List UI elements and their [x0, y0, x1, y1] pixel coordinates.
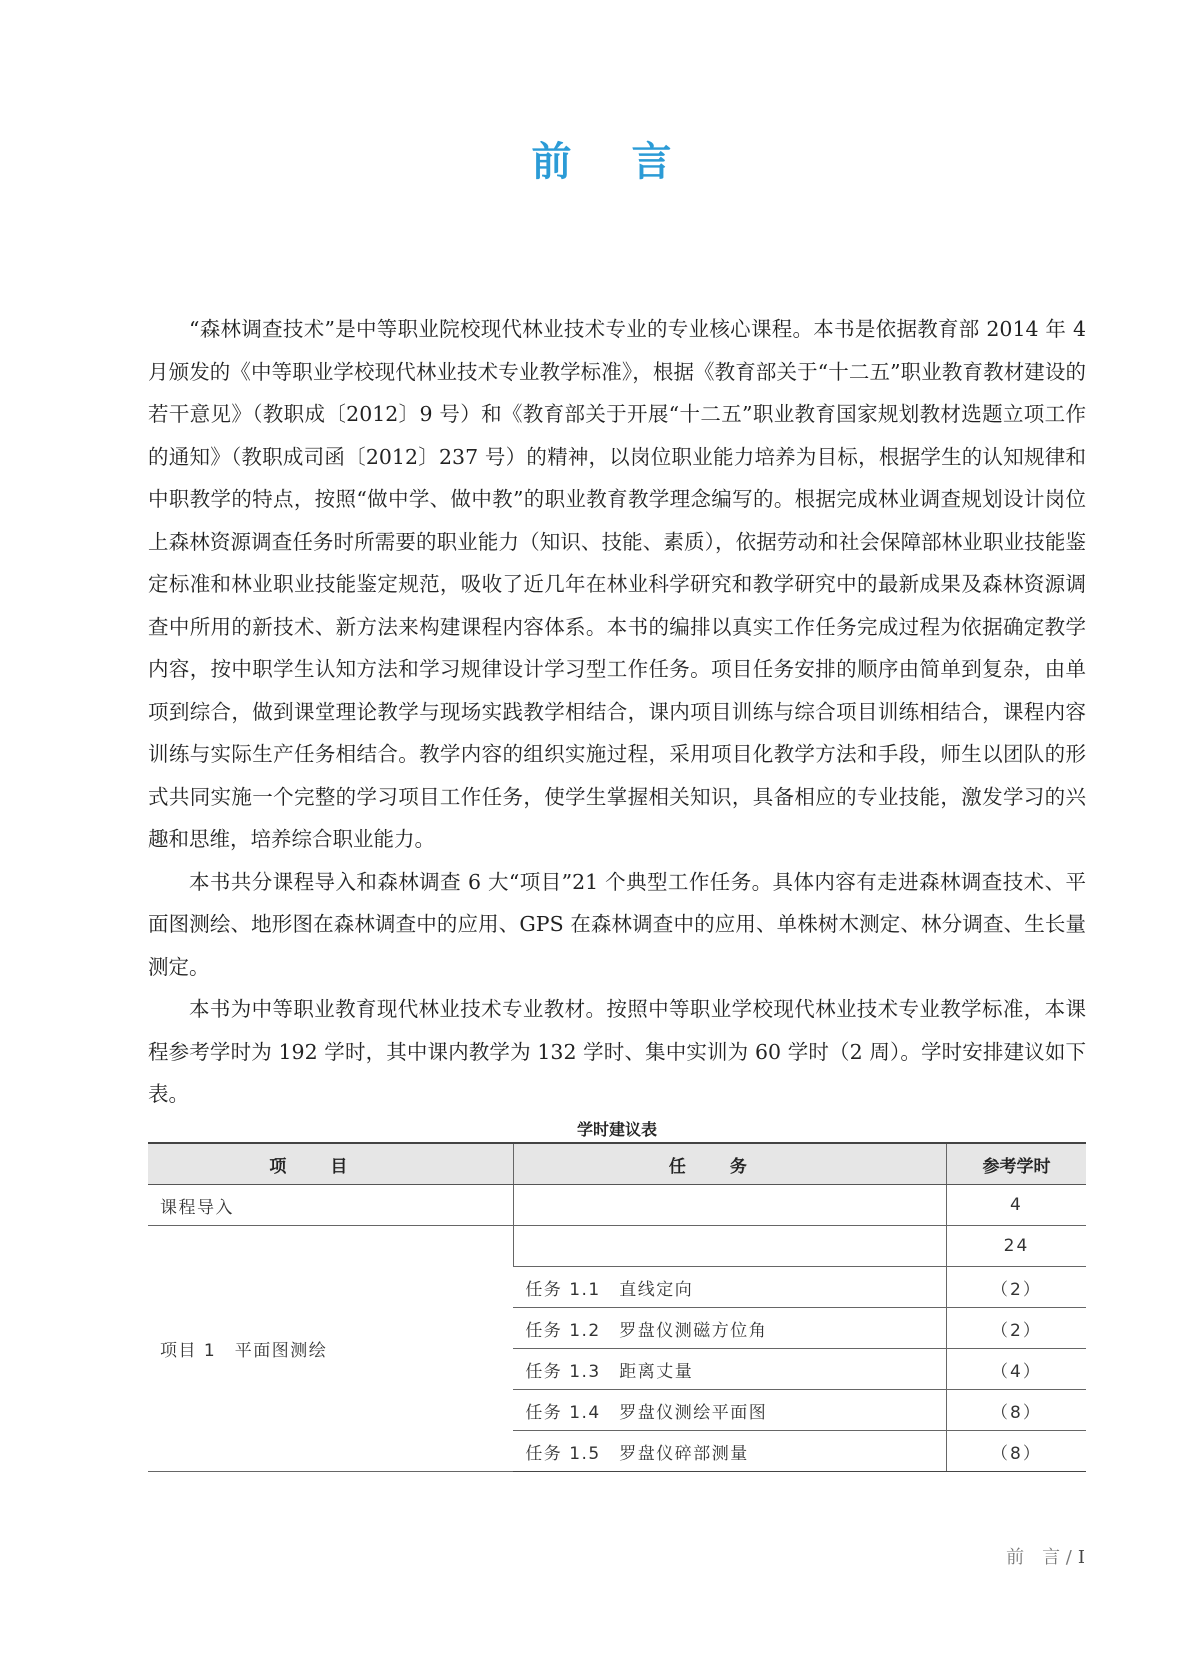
paragraph-1: “森林调查技术”是中等职业院校现代林业技术专业的专业核心课程。本书是依据教育部 2014 年 4 月颁发的《中等职业学校现代林业技术专业教学标准》，根据《教育部关于“十二五”职业教育教材建设的若干意见》（教职成〔2012〕9 号）和《教育部关于开展“十二五”职业教育国家规划教材选题立项工作的通知》（教职成司函〔2012〕237 号）的精神，以岗位职业能力培养为目标，根据学生的认知规律和中职教学的特点，按照“做中学、做中教”的职业教育教学理念编写的。根据完成林业调查规划设计岗位上森林资源调查任务时所需要的职业能力（知识、技能、素质），依据劳动和社会保障部林业职业技能鉴定标准和林业职业技能鉴定规范，吸收了近几年在林业科学研究和教学研究中的最新成果及森林资源调查中所用的新技术、新方法来构建课程内容体系。本书的编排以真实工作任务完成过程为依据确定教学内容，按中职学生认知方法和学习规律设计学习型工作任务。项目任务安排的顺序由简单到复杂，由单项到综合，做到课堂理论教学与现场实践教学相结合，课内项目训练与综合项目训练相结合，课程内容训练与实际生产任务相结合。教学内容的组织实施过程，采用项目化教学方法和手段，师生以团队的形式共同实施一个完整的学习项目工作任务，使学生掌握相关知识，具备相应的专业技能，激发学习的兴趣和思维，培养综合职业能力。	[148, 317, 1086, 851]
hours-cell: （8）	[946, 1390, 1086, 1431]
task-cell: 任务 1.4 罗盘仪测绘平面图	[513, 1390, 946, 1431]
hours-cell: 24	[946, 1226, 1086, 1267]
page-footer	[1006, 1543, 1085, 1569]
header-hours: 参考学时	[946, 1143, 1086, 1185]
hours-cell: （2）	[946, 1308, 1086, 1349]
hours-cell: （4）	[946, 1349, 1086, 1390]
paragraph-2: 本书共分课程导入和森林调查 6 大“项目”21 个典型工作任务。具体内容有走进森林调查技术、平面图测绘、地形图在森林调查中的应用、GPS 在森林调查中的应用、单株树木测定、林分调查、生长量测定。	[148, 869, 1086, 979]
hours-cell: （8）	[946, 1431, 1086, 1472]
header-task: 任务	[513, 1143, 946, 1185]
hours-table	[148, 1142, 1086, 1472]
footer-section: 前 言 /	[1006, 1547, 1072, 1568]
task-cell: 任务 1.1 直线定向	[513, 1267, 946, 1308]
table-header-row	[148, 1143, 1086, 1185]
task-cell	[513, 1185, 946, 1226]
task-cell: 任务 1.3 距离丈量	[513, 1349, 946, 1390]
task-cell: 任务 1.2 罗盘仪测磁方位角	[513, 1308, 946, 1349]
project-cell: 项目 1 平面图测绘	[148, 1226, 513, 1472]
page-title: 前言	[531, 139, 732, 185]
task-cell	[513, 1226, 946, 1267]
table-row	[148, 1226, 1086, 1267]
hours-cell: 4	[946, 1185, 1086, 1226]
preface-body	[148, 308, 1086, 1116]
project-cell: 课程导入	[148, 1185, 513, 1226]
page-number: I	[1077, 1547, 1085, 1568]
table-row	[148, 1185, 1086, 1226]
hours-cell: （2）	[946, 1267, 1086, 1308]
table-caption: 学时建议表	[576, 1120, 657, 1139]
paragraph-3: 本书为中等职业教育现代林业技术专业教材。按照中等职业学校现代林业技术专业教学标准，本课程参考学时为 192 学时，其中课内教学为 132 学时、集中实训为 60 学时（2 周）。学时安排建议如下表。	[148, 997, 1086, 1106]
task-cell: 任务 1.5 罗盘仪碎部测量	[513, 1431, 946, 1472]
header-project: 项目	[148, 1143, 513, 1185]
